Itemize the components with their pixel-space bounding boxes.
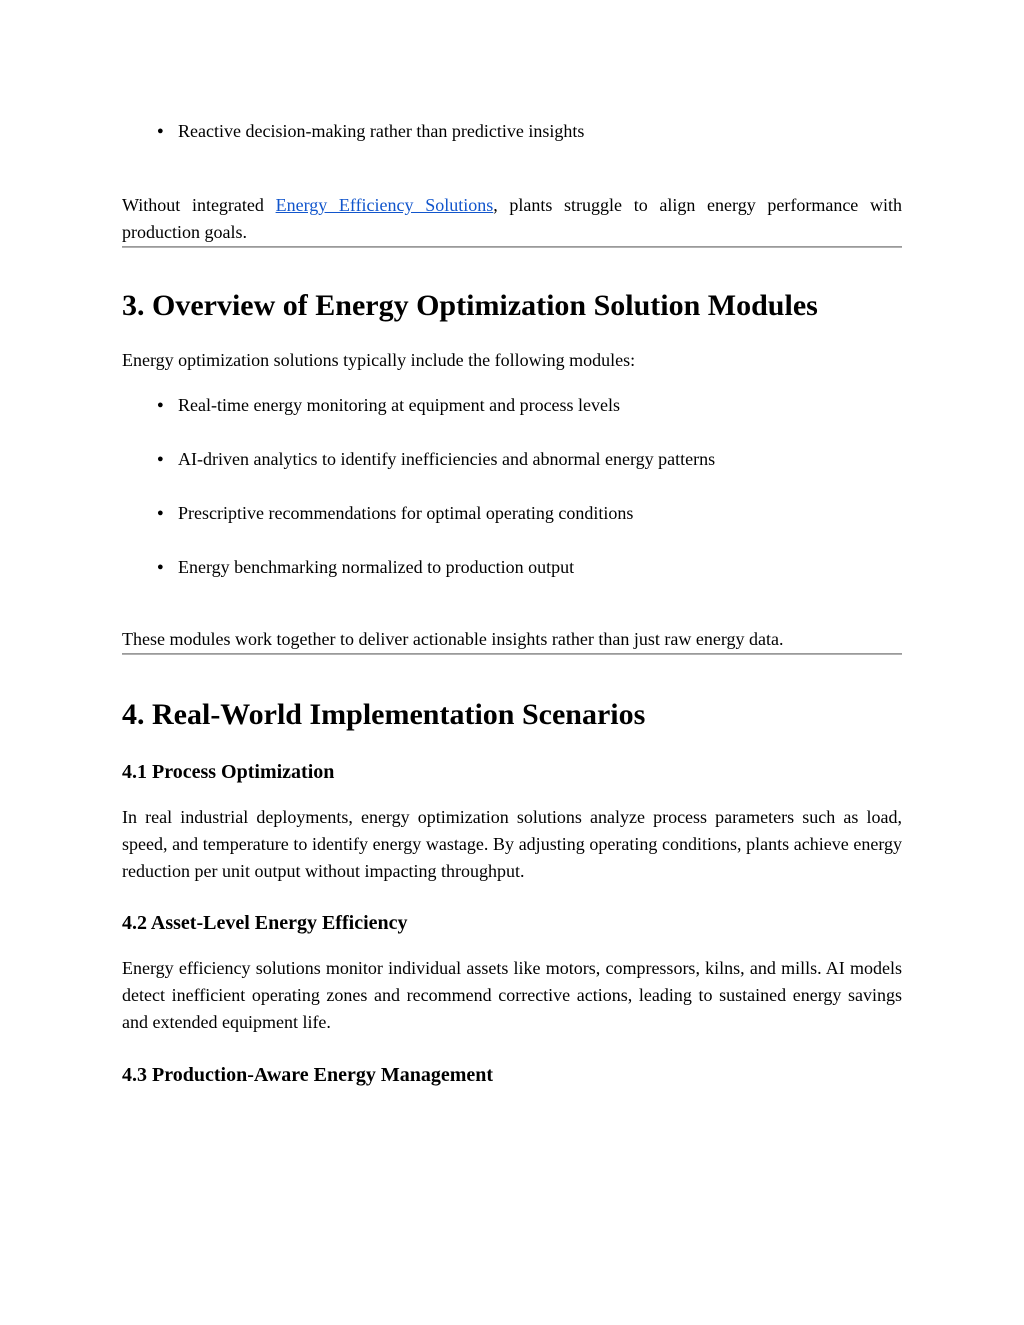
list-item	[122, 500, 902, 527]
subsection-4-2-heading: 4.2 Asset-Level Energy Efficiency	[122, 912, 408, 934]
energy-efficiency-solutions-link[interactable]: Energy Efficiency Solutions	[275, 195, 494, 215]
bullet-icon: ●	[157, 399, 164, 411]
section4-heading: 4. Real-World Implementation Scenarios	[122, 698, 646, 731]
intro-paragraph-text-before: Without integrated	[122, 195, 276, 215]
list-item	[122, 392, 902, 419]
list-item-text: Real-time energy monitoring at equipment and process levels	[178, 395, 621, 415]
subsection-4-2-paragraph: Energy efficiency solutions monitor individual assets like motors, compressors, kilns, and mills. AI models detect inefficient operating zones and recommend corrective actions, leading to sustained energy savings and extended equipment life.	[122, 958, 902, 1032]
section3-heading: 3. Overview of Energy Optimization Solution Modules	[122, 289, 818, 322]
bullet-icon: ●	[157, 453, 164, 465]
bullet-icon: ●	[157, 561, 164, 573]
section-divider	[122, 246, 902, 248]
list-item	[122, 554, 902, 581]
intro-paragraph	[122, 192, 902, 246]
modules-bullet-list	[122, 392, 902, 581]
section-divider	[122, 653, 902, 655]
intro-paragraph-text-after: , plants struggle to align energy performance with production goals.	[122, 195, 902, 242]
section3-intro-paragraph: Energy optimization solutions typically include the following modules:	[122, 350, 636, 370]
bullet-icon: ●	[157, 507, 164, 519]
subsection-4-1-heading: 4.1 Process Optimization	[122, 761, 335, 783]
list-item	[122, 118, 902, 145]
subsection-4-3-heading: 4.3 Production-Aware Energy Management	[122, 1064, 494, 1086]
list-item-text: AI-driven analytics to identify inefficiencies and abnormal energy patterns	[178, 449, 716, 469]
section3-outro-paragraph: These modules work together to deliver actionable insights rather than just raw energy data.	[122, 629, 784, 649]
subsection-4-1-paragraph: In real industrial deployments, energy optimization solutions analyze process parameters such as load, speed, and temperature to identify energy wastage. By adjusting operating conditions, plants achieve energy reduction per unit output without impacting throughput.	[122, 807, 902, 881]
list-item	[122, 446, 902, 473]
list-item-text: Reactive decision-making rather than predictive insights	[178, 121, 585, 141]
intro-bullet-list	[122, 118, 902, 145]
list-item-text: Prescriptive recommendations for optimal operating conditions	[178, 503, 634, 523]
bullet-icon: ●	[157, 125, 164, 137]
list-item-text: Energy benchmarking normalized to production output	[178, 557, 575, 577]
